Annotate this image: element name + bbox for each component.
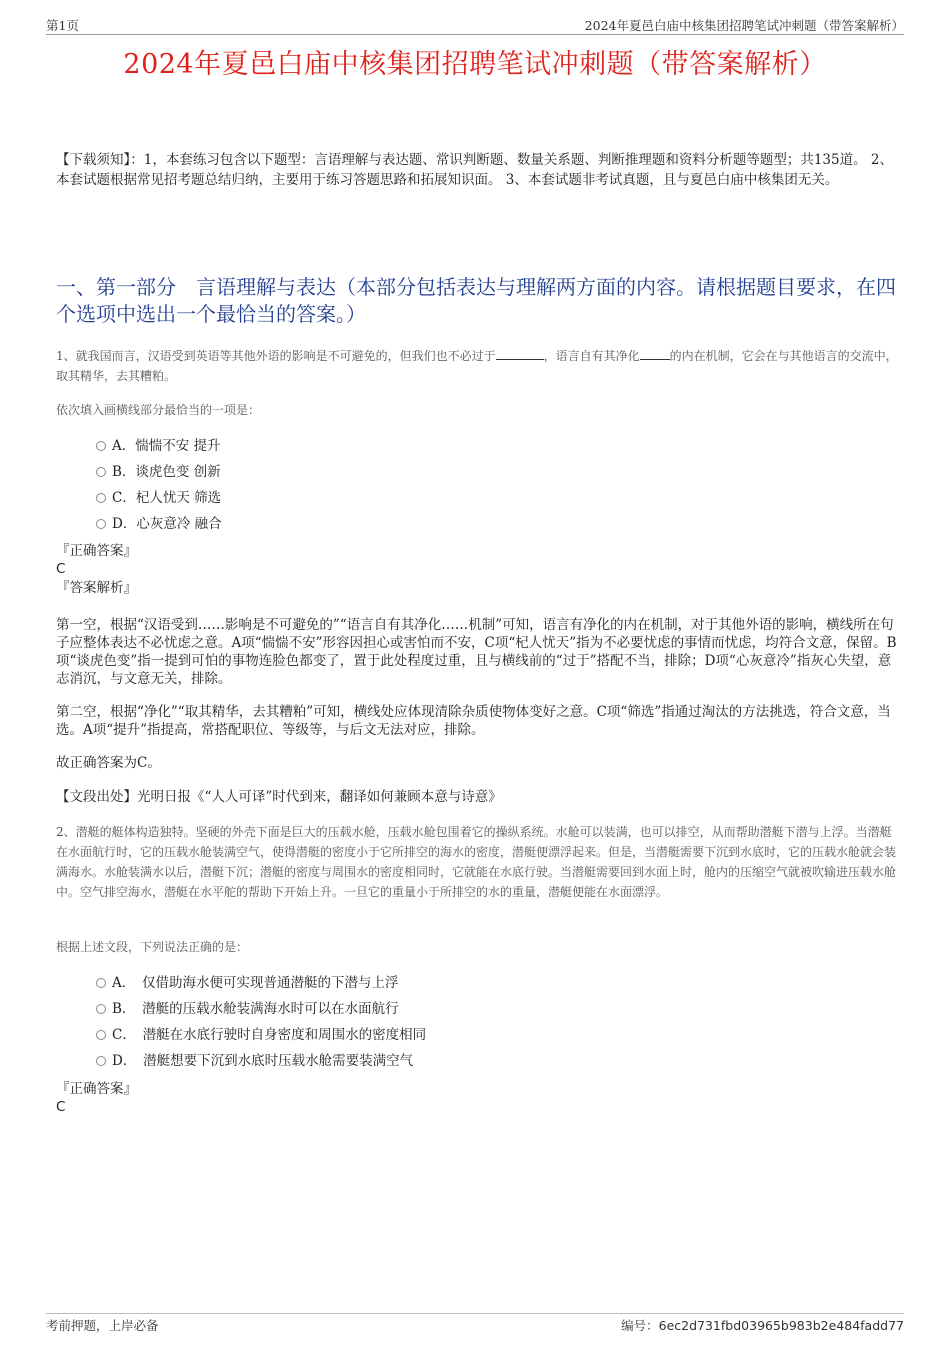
download-notice: 【下载须知】：1，本套练习包含以下题型：言语理解与表达题、常识判断题、数量关系题、判断推理题和资料分析题等题型；共135道。 2、本套试题根据常见招考题总结归纳，主要用于练习答题思路和拓展知识面。 3、本套试题非考试真题，且与夏邑白庙中核集团无关。 bbox=[56, 152, 893, 188]
option-c[interactable]: C． 潜艇在水底行驶时自身密度和周围水的密度相同 bbox=[96, 1022, 426, 1048]
radio-icon[interactable] bbox=[96, 493, 106, 503]
blank-1 bbox=[496, 347, 544, 360]
radio-icon[interactable] bbox=[96, 441, 106, 451]
analysis-paragraph: 第一空，根据“汉语受到……影响是不可避免的”“语言自有其净化……机制”可知，语言有净化的内在机制，对于其他外语的影响，横线所在句子应整体表达不必忧虑之意。A项“惴惴不安”形容因担心或害怕而不安，C项“杞人忧天”指为不必要忧虑的事情而忧虑，均符合文意，保留。B项“谈虎色变”指一提到可怕的事物连脸色都变了，置于此处程度过重，且与横线前的“过于”搭配不当，排除；D项“心灰意冷”指灰心失望，意志消沉，与文意无关，排除。 bbox=[56, 617, 897, 687]
option-a[interactable]: A．惴惴不安 提升 bbox=[96, 433, 222, 459]
option-c[interactable]: C．杞人忧天 筛选 bbox=[96, 485, 222, 511]
page-footer bbox=[46, 1313, 904, 1333]
question-2-stem: 2、潜艇的艇体构造独特。坚硬的外壳下面是巨大的压载水舱，压载水舱包围着它的操纵系统。水舱可以装满，也可以排空，从而帮助潜艇下潜与上浮。当潜艇在水面航行时，它的压载水舱装满空气，使得潜艇的密度小于它所排空的海水的密度，潜艇便漂浮起来。但是，当潜艇需要下沉到水底时，它的压载水舱就会装满海水。水舱装满水以后，潜艇下沉；潜艇的密度与周围水的密度相同时，它就能在水底行驶。当潜艇需要回到水面上时，舱内的压缩空气就被吹输进压载水舱中。空气排空海水，潜艇在水平舵的帮助下开始上升。一旦它的重量小于所排空的水的重量，潜艇便能在水面漂浮。 bbox=[56, 825, 897, 899]
answer-label: 『正确答案』 bbox=[56, 543, 137, 559]
option-a[interactable]: A． 仅借助海水便可实现普通潜艇的下潜与上浮 bbox=[96, 970, 426, 996]
analysis-paragraph: 故正确答案为C。 bbox=[56, 755, 161, 771]
page-number: 第1页 bbox=[46, 18, 79, 33]
radio-icon[interactable] bbox=[96, 1030, 106, 1040]
question-1 bbox=[56, 346, 898, 386]
blank-2 bbox=[640, 347, 670, 360]
question-1-ask: 依次填入画横线部分最恰当的一项是： bbox=[56, 403, 261, 417]
radio-icon[interactable] bbox=[96, 1004, 106, 1014]
answer-value: C bbox=[56, 1099, 66, 1115]
question-2-answer bbox=[56, 1080, 898, 1116]
section-title: 一、第一部分 言语理解与表达（本部分包括表达与理解两方面的内容。请根据题目要求，在四个选项中选出一个最恰当的答案。） bbox=[56, 275, 896, 326]
question-2-options bbox=[96, 970, 426, 1074]
question-1-answer bbox=[56, 542, 898, 598]
question-1-analysis bbox=[56, 616, 898, 806]
question-1-stem: 1、就我国而言，汉语受到英语等其他外语的影响是不可避免的，但我们也不必过于 ，语言自有其净化 的内在机制，它会在与其他语言的交流中，取其精华，去其糟粕。 bbox=[56, 349, 898, 383]
answer-label: 『正确答案』 bbox=[56, 1081, 137, 1097]
option-b[interactable]: B． 潜艇的压载水舱装满海水时可以在水面航行 bbox=[96, 996, 426, 1022]
question-2-ask: 根据上述文段，下列说法正确的是： bbox=[56, 940, 249, 954]
option-d[interactable]: D．心灰意冷 融合 bbox=[96, 511, 222, 537]
footer-serial: 编号：6ec2d731fbd03965b983b2e484fadd77 bbox=[621, 1318, 904, 1333]
page-header bbox=[46, 14, 904, 35]
analysis-paragraph: 第二空，根据“净化”“取其精华，去其糟粕”可知，横线处应体现清除杂质使物体变好之意。C项“筛选”指通过淘汰的方法挑选，符合文意，当选。A项“提升”指提高，常搭配职位、等级等，与后文无法对应，排除。 bbox=[56, 704, 891, 738]
footer-slogan: 考前押题，上岸必备 bbox=[46, 1318, 159, 1333]
answer-value: C bbox=[56, 561, 66, 577]
document-title: 2024年夏邑白庙中核集团招聘笔试冲刺题（带答案解析） bbox=[123, 49, 827, 80]
analysis-label: 『答案解析』 bbox=[56, 580, 137, 596]
option-b[interactable]: B．谈虎色变 创新 bbox=[96, 459, 222, 485]
question-1-options bbox=[96, 433, 222, 537]
radio-icon[interactable] bbox=[96, 978, 106, 988]
radio-icon[interactable] bbox=[96, 467, 106, 477]
radio-icon[interactable] bbox=[96, 1056, 106, 1066]
source-citation: 【文段出处】光明日报《“人人可译”时代到来，翻译如何兼顾本意与诗意》 bbox=[56, 789, 502, 805]
header-doc-title: 2024年夏邑白庙中核集团招聘笔试冲刺题（带答案解析） bbox=[584, 18, 904, 33]
option-d[interactable]: D． 潜艇想要下沉到水底时压载水舱需要装满空气 bbox=[96, 1048, 426, 1074]
radio-icon[interactable] bbox=[96, 519, 106, 529]
